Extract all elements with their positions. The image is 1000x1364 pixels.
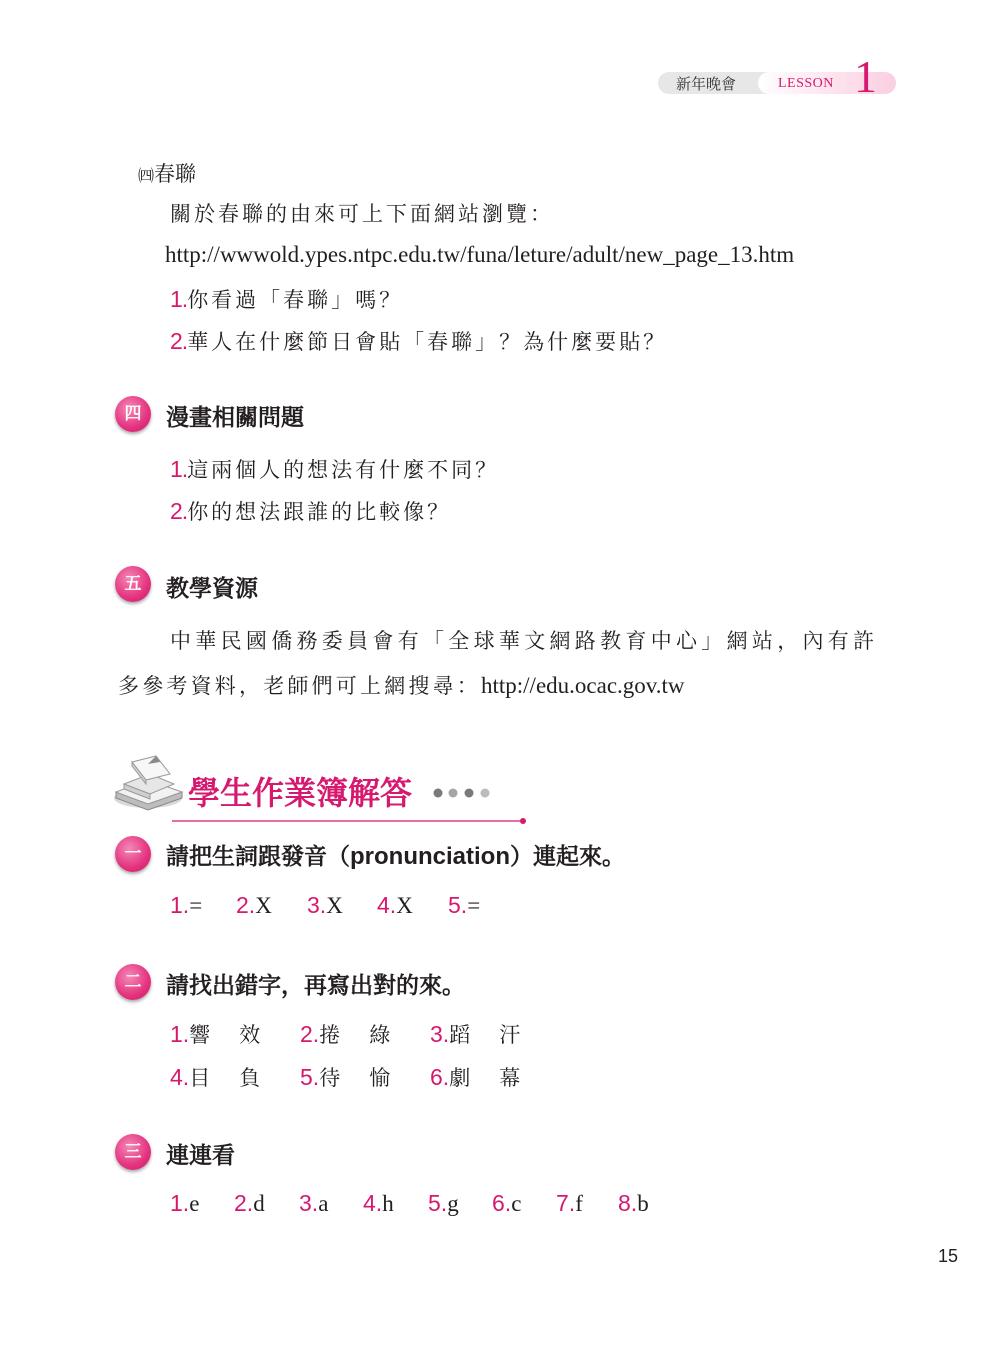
resources-line-1: 中華民國僑務委員會有「全球華文網路教育中心」網站，內有許 bbox=[170, 629, 879, 653]
q2-badge: 二 bbox=[115, 964, 151, 1000]
answer-item: 2.d bbox=[234, 1190, 265, 1216]
q3-title: 連連看 bbox=[166, 1143, 235, 1169]
lesson-header bbox=[658, 51, 896, 102]
chunlian-question-1 bbox=[170, 284, 403, 314]
question-text: 你看過「春聯」嗎？ bbox=[187, 288, 404, 312]
resources-line-2-text: 多參考資料，老師們可上網搜尋： bbox=[118, 674, 481, 698]
question-number: 2. bbox=[170, 498, 188, 524]
question-number: 2. bbox=[170, 328, 188, 354]
answer-item: 4.X bbox=[377, 892, 413, 918]
question-text: 你的想法跟誰的比較像？ bbox=[187, 500, 452, 524]
workbook-title: 學生作業簿解答 bbox=[188, 774, 413, 812]
comic-question-1 bbox=[170, 454, 499, 484]
q2-answers-row-1 bbox=[170, 1019, 520, 1049]
answer-item: 2.捲 綠 bbox=[300, 1021, 391, 1047]
q1-badge: 一 bbox=[115, 836, 151, 872]
q1-answers bbox=[170, 892, 480, 919]
question-text: 華人在什麼節日會貼「春聯」？為什麼要貼？ bbox=[187, 330, 668, 354]
chunlian-intro: 關於春聯的由來可上下面網站瀏覽： bbox=[170, 202, 554, 226]
answer-item: 3.蹈 汗 bbox=[430, 1021, 521, 1047]
chunlian-title: 春聯 bbox=[154, 162, 197, 186]
q2-title: 請找出錯字，再寫出對的來。 bbox=[166, 973, 465, 999]
q1-title-post: ）連起來。 bbox=[509, 844, 625, 870]
lesson-title: 新年晚會 bbox=[676, 75, 737, 93]
chunlian-url: http://wwwold.ypes.ntpc.edu.tw/funa/leture/adult/new_page_13.htm bbox=[165, 242, 795, 267]
question-number: 1. bbox=[170, 286, 188, 312]
chunlian-question-2 bbox=[170, 326, 667, 356]
answer-item: 8.b bbox=[618, 1190, 649, 1216]
comic-title: 漫畫相關問題 bbox=[166, 405, 304, 431]
books-icon bbox=[110, 752, 190, 812]
comic-question-2 bbox=[170, 496, 451, 526]
chunlian-heading bbox=[138, 158, 196, 188]
answer-item: 3.a bbox=[299, 1190, 329, 1216]
answer-item: 1.響 效 bbox=[170, 1021, 261, 1047]
q1-title bbox=[166, 838, 625, 871]
q2-answers-row-2 bbox=[170, 1062, 520, 1092]
question-text: 這兩個人的想法有什麼不同？ bbox=[187, 458, 500, 482]
resources-url: http://edu.ocac.gov.tw bbox=[481, 673, 685, 698]
q3-answers bbox=[170, 1190, 649, 1217]
q1-title-pre: 請把生詞跟發音（ bbox=[166, 844, 350, 870]
answer-item: 4.h bbox=[363, 1190, 394, 1216]
answer-item: 6.c bbox=[492, 1190, 522, 1216]
lesson-number: 1 bbox=[854, 51, 877, 102]
answer-item: 3.X bbox=[307, 892, 343, 918]
page-number: 15 bbox=[937, 1246, 958, 1266]
resources-title: 教學資源 bbox=[166, 576, 258, 602]
answer-item: 1.= bbox=[170, 892, 203, 918]
lesson-label: LESSON bbox=[778, 76, 834, 91]
answer-item: 4.目 負 bbox=[170, 1064, 261, 1090]
answer-item: 5.待 愉 bbox=[300, 1064, 391, 1090]
q3-badge: 三 bbox=[115, 1134, 151, 1170]
answer-item: 5.g bbox=[428, 1190, 459, 1216]
answer-item: 1.e bbox=[170, 1190, 200, 1216]
q1-title-latin: pronunciation bbox=[350, 843, 510, 870]
comic-badge: 四 bbox=[115, 396, 151, 432]
question-number: 1. bbox=[170, 456, 188, 482]
resources-line-2 bbox=[118, 670, 685, 700]
chunlian-marker: ㈣ bbox=[138, 166, 155, 185]
answer-item: 2.X bbox=[236, 892, 272, 918]
workbook-underline bbox=[172, 810, 528, 818]
answer-item: 5.= bbox=[448, 892, 481, 918]
answer-item: 6.劇 幕 bbox=[430, 1064, 521, 1090]
answer-item: 7.f bbox=[556, 1190, 583, 1216]
workbook-dots bbox=[432, 784, 492, 796]
resources-badge: 五 bbox=[115, 566, 151, 602]
